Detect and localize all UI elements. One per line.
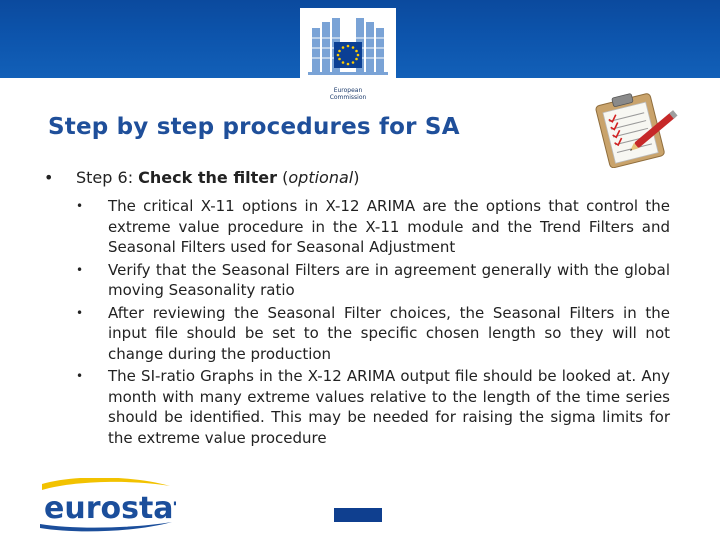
sub-bullet: • [76,262,84,277]
step-paren-open: ( [277,168,289,187]
sub-bullet: • [76,199,84,213]
european-commission-logo [300,8,396,102]
step-italic: optional [288,168,354,187]
logo-caption [300,87,396,101]
step-bold: Check the filter [138,168,278,187]
list-item-text: Verify that the Seasonal Filters are in agreement generally with the global moving Seasonality ratio [108,260,670,299]
list-item-text: The SI-ratio Graphs in the X-12 ARIMA output file should be looked at. Any month with many extreme values relative to the length of the time series should be identified. This may be needed for raising the sigma limits for the extreme value procedure [108,367,670,447]
list-item [76,303,670,365]
step-text [76,168,359,187]
sub-bullet-list [76,196,670,448]
list-item-text: After reviewing the Seasonal Filter choices, the Seasonal Filters in the input file should be set to the specific chosen length so they will not change during the production [108,303,670,363]
logo-caption-line1: European [333,87,363,94]
list-item-text: The critical X-11 options in X-12 ARIMA are the options that control the extreme value procedure in the X-11 module and the Trend Filters and Seasonal Filters used for Seasonal Adjustment [108,197,670,256]
step-bullet: • [44,168,54,187]
eurostat-logo-text: eurostat [44,491,176,526]
list-item [76,366,670,448]
logo-caption-line2: Commission [329,94,367,101]
step-prefix: Step 6: [76,168,139,187]
step-paren-close: ) [353,168,360,187]
sub-bullet: • [76,305,84,320]
sub-bullet: • [76,369,84,383]
checklist-clipboard-icon [588,88,686,168]
page-marker [334,508,382,522]
eurostat-logo [36,478,176,534]
slide-title: Step by step procedures for SA [48,114,460,140]
list-item [76,260,670,301]
commission-building-icon [300,8,396,86]
list-item [76,196,670,258]
